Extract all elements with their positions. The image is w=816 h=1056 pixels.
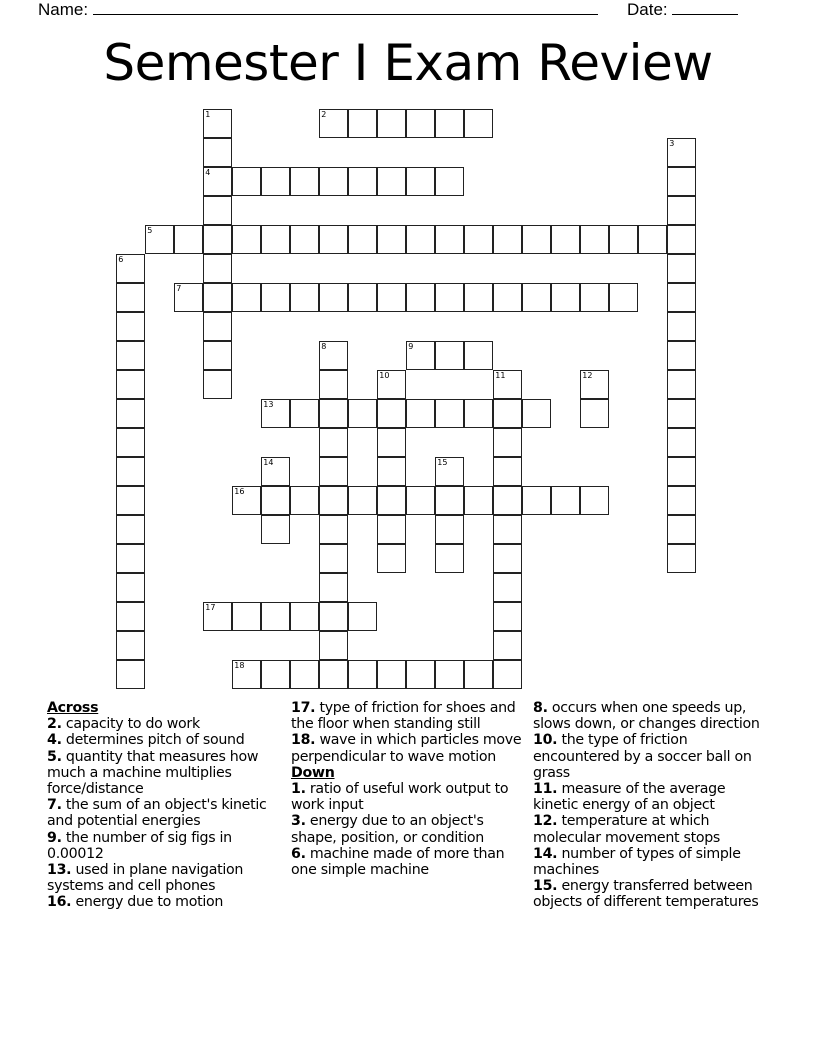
grid-cell[interactable] — [203, 196, 232, 225]
grid-cell[interactable] — [580, 399, 609, 428]
cell-number: 8 — [321, 342, 327, 352]
grid-cell[interactable] — [580, 486, 609, 515]
grid-cell[interactable] — [493, 515, 522, 544]
grid-cell[interactable] — [667, 225, 696, 254]
clue-across: 18. wave in which particles move perpendicular to wave motion — [291, 732, 522, 765]
grid-cell[interactable] — [203, 138, 232, 167]
grid-cell[interactable] — [116, 602, 145, 631]
grid-cell[interactable] — [377, 457, 406, 486]
grid-cell[interactable] — [667, 341, 696, 370]
grid-cell[interactable] — [174, 283, 203, 312]
grid-cell[interactable] — [493, 631, 522, 660]
grid-cell[interactable] — [319, 573, 348, 602]
grid-cell[interactable] — [435, 341, 464, 370]
grid-cell[interactable] — [551, 283, 580, 312]
grid-cell[interactable] — [116, 399, 145, 428]
grid-cell[interactable] — [609, 283, 638, 312]
grid-cell[interactable] — [406, 341, 435, 370]
grid-cell[interactable] — [667, 399, 696, 428]
grid-cell[interactable] — [203, 283, 232, 312]
grid-cell[interactable] — [406, 283, 435, 312]
grid-cell[interactable] — [319, 283, 348, 312]
grid-cell[interactable] — [348, 167, 377, 196]
grid-cell[interactable] — [464, 399, 493, 428]
grid-cell[interactable] — [319, 225, 348, 254]
grid-cell[interactable] — [667, 312, 696, 341]
clue-across: 17. type of friction for shoes and the floor when standing still — [291, 700, 516, 733]
grid-cell[interactable] — [116, 573, 145, 602]
grid-cell[interactable] — [290, 486, 319, 515]
grid-cell[interactable] — [377, 660, 406, 689]
grid-cell[interactable] — [319, 428, 348, 457]
grid-cell[interactable] — [493, 283, 522, 312]
clue-across: 9. the number of sig figs in 0.00012 — [47, 829, 232, 862]
grid-cell[interactable] — [551, 486, 580, 515]
clue-across: 13. used in plane navigation systems and cell phones — [47, 862, 244, 895]
cell-number: 2 — [321, 110, 327, 120]
page-title: Semester I Exam Review — [103, 34, 713, 92]
grid-cell[interactable] — [377, 283, 406, 312]
grid-cell[interactable] — [493, 602, 522, 631]
clue-across: 7. the sum of an object's kinetic and potential energies — [47, 797, 267, 830]
grid-cell[interactable] — [493, 370, 522, 399]
grid-cell[interactable] — [667, 196, 696, 225]
grid-cell[interactable] — [203, 602, 232, 631]
clue-down: 14. number of types of simple machines — [533, 845, 741, 879]
cell-number: 18 — [234, 661, 245, 671]
grid-cell[interactable] — [203, 109, 232, 138]
grid-cell[interactable] — [116, 428, 145, 457]
grid-cell[interactable] — [261, 225, 290, 254]
grid-cell[interactable] — [667, 254, 696, 283]
cell-number: 17 — [205, 603, 216, 613]
grid-cell[interactable] — [261, 283, 290, 312]
cell-number: 10 — [379, 371, 390, 381]
grid-cell[interactable] — [319, 399, 348, 428]
grid-cell[interactable] — [522, 283, 551, 312]
clue-down: 15. energy transferred between objects of different temperatures — [533, 878, 759, 911]
grid-cell[interactable] — [319, 457, 348, 486]
grid-cell[interactable] — [377, 225, 406, 254]
grid-cell[interactable] — [116, 660, 145, 689]
grid-cell[interactable] — [290, 225, 319, 254]
grid-cell[interactable] — [116, 312, 145, 341]
grid-cell[interactable] — [319, 660, 348, 689]
grid-cell[interactable] — [232, 660, 261, 689]
grid-cell[interactable] — [406, 486, 435, 515]
clue-across: 5. quantity that measures how much a machine multiplies force/distance — [47, 748, 259, 798]
grid-cell[interactable] — [464, 109, 493, 138]
grid-cell[interactable] — [377, 486, 406, 515]
grid-cell[interactable] — [348, 486, 377, 515]
clue-down: 10. the type of friction encountered by a soccer ball on grass — [533, 732, 752, 781]
cell-number: 12 — [582, 371, 593, 381]
grid-cell[interactable] — [493, 660, 522, 689]
grid-cell[interactable] — [348, 225, 377, 254]
grid-cell[interactable] — [203, 254, 232, 283]
cell-number: 5 — [147, 226, 153, 236]
grid-cell[interactable] — [203, 370, 232, 399]
grid-cell[interactable] — [435, 457, 464, 486]
grid-cell[interactable] — [319, 370, 348, 399]
grid-cell[interactable] — [638, 225, 667, 254]
grid-cell[interactable] — [174, 225, 203, 254]
grid-cell[interactable] — [348, 283, 377, 312]
clues-column-1 — [47, 700, 287, 911]
grid-cell[interactable] — [667, 138, 696, 167]
grid-cell[interactable] — [493, 225, 522, 254]
grid-cell[interactable] — [116, 370, 145, 399]
grid-cell[interactable] — [667, 457, 696, 486]
grid-cell[interactable] — [261, 660, 290, 689]
grid-cell[interactable] — [348, 109, 377, 138]
grid-cell[interactable] — [580, 283, 609, 312]
grid-cell[interactable] — [290, 167, 319, 196]
grid-cell[interactable] — [493, 457, 522, 486]
grid-cell[interactable] — [261, 486, 290, 515]
grid-cell[interactable] — [348, 660, 377, 689]
grid-cell[interactable] — [435, 486, 464, 515]
grid-cell[interactable] — [435, 109, 464, 138]
grid-cell[interactable] — [493, 486, 522, 515]
grid-cell[interactable] — [290, 283, 319, 312]
grid-cell[interactable] — [667, 428, 696, 457]
grid-cell[interactable] — [406, 109, 435, 138]
grid-cell[interactable] — [435, 225, 464, 254]
grid-cell[interactable] — [116, 457, 145, 486]
grid-cell[interactable] — [145, 225, 174, 254]
clue-across: 2. capacity to do work — [47, 716, 200, 733]
grid-cell[interactable] — [580, 370, 609, 399]
grid-cell[interactable] — [232, 283, 261, 312]
grid-cell[interactable] — [116, 515, 145, 544]
grid-cell[interactable] — [116, 341, 145, 370]
grid-cell[interactable] — [261, 399, 290, 428]
grid-cell[interactable] — [435, 399, 464, 428]
grid-cell[interactable] — [116, 254, 145, 283]
clue-down: 12. temperature at which molecular movement stops — [533, 813, 721, 846]
grid-cell[interactable] — [377, 399, 406, 428]
grid-cell[interactable] — [609, 225, 638, 254]
clue-across: 4. determines pitch of sound — [47, 732, 245, 749]
grid-cell[interactable] — [319, 109, 348, 138]
grid-cell[interactable] — [464, 660, 493, 689]
grid-cell[interactable] — [464, 486, 493, 515]
grid-cell[interactable] — [290, 399, 319, 428]
clue-down: 11. measure of the average kinetic energy of an object — [533, 781, 726, 814]
grid-cell[interactable] — [377, 544, 406, 573]
grid-cell[interactable] — [319, 631, 348, 660]
cell-number: 7 — [176, 284, 182, 294]
grid-cell[interactable] — [522, 486, 551, 515]
grid-cell[interactable] — [261, 167, 290, 196]
grid-cell[interactable] — [319, 515, 348, 544]
grid-cell[interactable] — [667, 283, 696, 312]
cell-number: 9 — [408, 342, 414, 352]
grid-cell[interactable] — [377, 109, 406, 138]
grid-cell[interactable] — [667, 515, 696, 544]
grid-cell[interactable] — [319, 544, 348, 573]
grid-cell[interactable] — [116, 544, 145, 573]
grid-cell[interactable] — [232, 225, 261, 254]
grid-cell[interactable] — [232, 167, 261, 196]
grid-cell[interactable] — [261, 602, 290, 631]
grid-cell[interactable] — [435, 167, 464, 196]
cell-number: 3 — [669, 139, 675, 149]
clue-down: 6. machine made of more than one simple machine — [291, 845, 505, 879]
grid-cell[interactable] — [203, 167, 232, 196]
clues-column-2 — [291, 700, 527, 878]
grid-cell[interactable] — [116, 486, 145, 515]
cell-number: 13 — [263, 400, 274, 410]
clue-across: 16. energy due to motion — [47, 894, 224, 911]
grid-cell[interactable] — [522, 225, 551, 254]
grid-cell[interactable] — [464, 341, 493, 370]
grid-cell[interactable] — [493, 544, 522, 573]
grid-cell[interactable] — [435, 515, 464, 544]
grid-cell[interactable] — [232, 602, 261, 631]
grid-cell[interactable] — [493, 399, 522, 428]
grid-cell[interactable] — [667, 544, 696, 573]
grid-cell[interactable] — [406, 399, 435, 428]
grid-cell[interactable] — [551, 225, 580, 254]
name-label: Name: — [38, 0, 89, 19]
grid-cell[interactable] — [290, 602, 319, 631]
grid-cell[interactable] — [667, 167, 696, 196]
grid-cell[interactable] — [377, 428, 406, 457]
cell-number: 15 — [437, 458, 448, 468]
grid-cell[interactable] — [667, 486, 696, 515]
cell-number: 16 — [234, 487, 245, 497]
grid-cell[interactable] — [377, 515, 406, 544]
cell-number: 4 — [205, 168, 211, 178]
clue-down: 1. ratio of useful work output to work input — [291, 781, 509, 814]
grid-cell[interactable] — [493, 573, 522, 602]
grid-cell[interactable] — [406, 167, 435, 196]
grid-cell[interactable] — [435, 660, 464, 689]
grid-cell[interactable] — [116, 283, 145, 312]
grid-cell[interactable] — [667, 370, 696, 399]
grid-cell[interactable] — [406, 660, 435, 689]
clue-down: 8. occurs when one speeds up, slows down, or changes direction — [533, 700, 760, 733]
grid-cell[interactable] — [319, 167, 348, 196]
grid-cell[interactable] — [522, 399, 551, 428]
grid-cell[interactable] — [377, 167, 406, 196]
grid-cell[interactable] — [464, 225, 493, 254]
grid-cell[interactable] — [377, 370, 406, 399]
grid-cell[interactable] — [116, 631, 145, 660]
grid-cell[interactable] — [261, 457, 290, 486]
grid-cell[interactable] — [203, 225, 232, 254]
across-heading: Across — [47, 700, 99, 716]
grid-cell[interactable] — [406, 225, 435, 254]
grid-cell[interactable] — [348, 602, 377, 631]
clue-down: 3. energy due to an object's shape, position, or condition — [291, 813, 484, 846]
grid-cell[interactable] — [319, 341, 348, 370]
cell-number: 6 — [118, 255, 124, 265]
grid-cell[interactable] — [290, 660, 319, 689]
grid-cell[interactable] — [319, 602, 348, 631]
grid-cell[interactable] — [232, 486, 261, 515]
cell-number: 14 — [263, 458, 274, 468]
grid-cell[interactable] — [435, 544, 464, 573]
grid-cell[interactable] — [203, 341, 232, 370]
grid-cell[interactable] — [348, 399, 377, 428]
cell-number: 11 — [495, 371, 506, 381]
date-label: Date: — [627, 0, 668, 19]
grid-cell[interactable] — [261, 515, 290, 544]
grid-cell[interactable] — [435, 283, 464, 312]
cell-number: 1 — [205, 110, 211, 120]
grid-cell[interactable] — [580, 225, 609, 254]
clues-column-3 — [533, 700, 773, 911]
down-heading: Down — [291, 764, 335, 781]
grid-cell[interactable] — [203, 312, 232, 341]
grid-cell[interactable] — [464, 283, 493, 312]
grid-cell[interactable] — [319, 486, 348, 515]
grid-cell[interactable] — [493, 428, 522, 457]
